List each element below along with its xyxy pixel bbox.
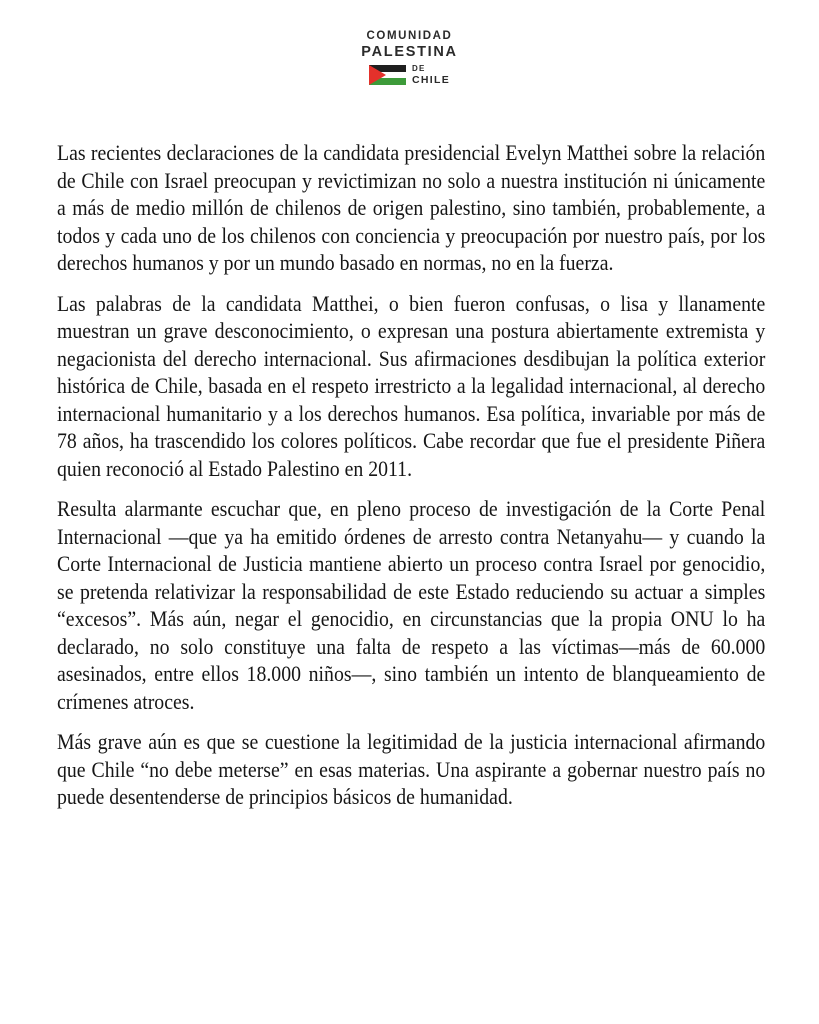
logo-text-palestina: PALESTINA [361, 44, 458, 60]
logo-text-comunidad: COMUNIDAD [366, 30, 453, 42]
statement-body [57, 139, 765, 824]
logo-country-text [412, 64, 450, 86]
paragraph-2: Las palabras de la candidata Matthei, o bien fueron confusas, o lisa y llanamente muestran un grave desconocimiento, o expresan una postura abiertamente extremista y negacionista del derecho internacional. Sus afirmaciones desdibujan la política exterior histórica de Chile, basada en el respeto irrestricto a la legalidad internacional, al derecho internacional humanitario y a los derechos humanos. Esa política, invariable por más de 78 años, ha trascendido los colores políticos. Cabe recordar que fue el presidente Piñera quien reconoció al Estado Palestino en 2011. [57, 290, 766, 481]
paragraph-1: Las recientes declaraciones de la candidata presidencial Evelyn Matthei sobre la relación de Chile con Israel preocupan y revictimizan no solo a nuestra institución ni únicamente a más de medio millón de chilenos de origen palestino, sino también, probablemente, a todos y cada uno de los chilenos con conciencia y preocupación por nuestro país, por los derechos humanos y por un mundo basado en normas, no en la fuerza. [57, 140, 766, 275]
organization-logo [0, 29, 819, 86]
logo-text-chile: CHILE [412, 74, 450, 86]
flag-triangle-red [369, 65, 386, 85]
palestine-flag-icon [369, 65, 406, 85]
logo-text-de: DE [412, 64, 426, 73]
paragraph-4: Más grave aún es que se cuestione la legitimidad de la justicia internacional afirmando que Chile “no debe meterse” en esas materias. Una aspirante a gobernar nuestro país no puede desentenderse de principios básicos de humanidad. [57, 729, 766, 809]
paragraph-3: Resulta alarmante escuchar que, en pleno proceso de investigación de la Corte Penal Internacional —que ya ha emitido órdenes de arresto contra Netanyahu— y cuando la Corte Internacional de Justicia mantiene abierto un proceso contra Israel por genocidio, se pretenda relativizar la responsabilidad de este Estado reduciendo su actuar a simples “excesos”. Más aún, negar el genocidio, en circunstancias que la propia ONU lo ha declarado, no solo constituye una falta de respeto a las víctimas—más de 60.000 asesinados, entre ellos 18.000 niños—, sino también un intento de blanqueamiento de crímenes atroces. [57, 496, 766, 714]
logo-flag-row [369, 64, 450, 86]
